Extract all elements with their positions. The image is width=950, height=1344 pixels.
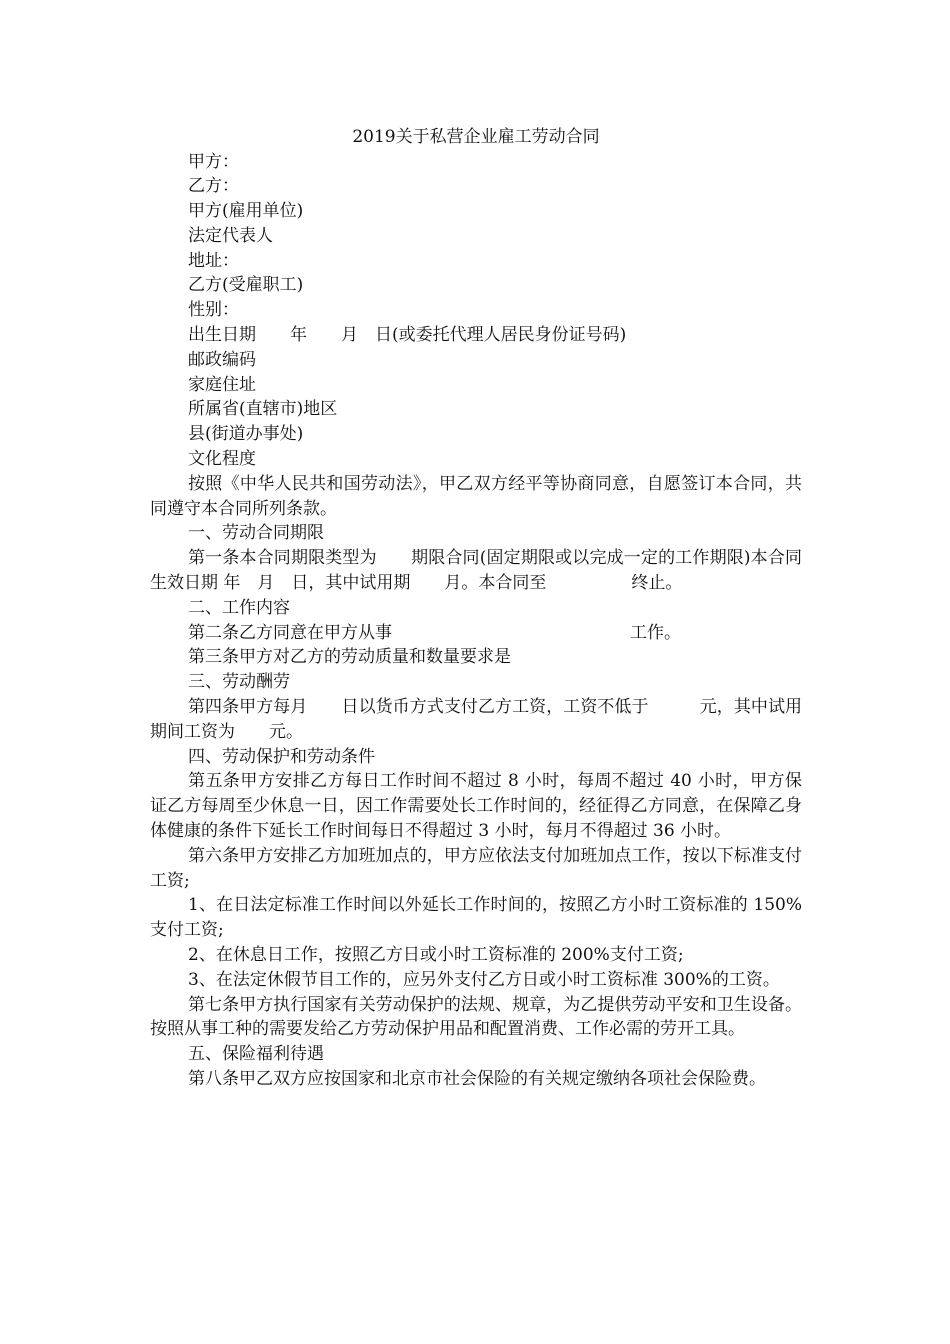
section-heading: 五、保险福利待遇 [188,1044,324,1065]
party-a-line: 甲方： [188,151,239,172]
document-title: 2019关于私营企业雇工劳动合同 [352,127,600,147]
education-line: 文化程度 [188,449,256,470]
county-line: 县(街道办事处) [188,424,304,445]
list-item: 3、在法定休假节目工作的，应另外支付乙方日或小时工资标准 300%的工资。 [188,969,780,990]
birth-date-line: 出生日期 年 月 日(或委托代理人居民身份证号码) [188,325,627,346]
article-paragraph: 第一条本合同期限类型为 期限合同(固定期限或以完成一定的工作期限)本合同生效日期 年 月 日，其中试用期 月。本合同至 终止。 [150,548,802,594]
article-paragraph: 第三条甲方对乙方的劳动质量和数量要求是 [188,647,511,668]
section-heading: 三、劳动酬劳 [188,672,290,693]
list-item: 2、在休息日工作，按照乙方日或小时工资标准的 200%支付工资; [188,945,684,965]
employer-line: 甲方(雇用单位) [188,201,304,222]
postal-code-line: 邮政编码 [188,349,256,370]
home-address-line: 家庭住址 [188,374,256,395]
article-paragraph: 第四条甲方每月 日以货币方式支付乙方工资，工资不低于 元，其中试用期间工资为 元。 [150,697,802,742]
list-item: 1、在日法定标准工作时间以外延长工作时间的，按照乙方小时工资标准的 150%支付工资; [150,895,802,941]
section-heading: 二、工作内容 [188,597,290,618]
legal-representative-line: 法定代表人 [188,225,273,246]
section-heading: 一、劳动合同期限 [188,523,324,544]
province-line: 所属省(直辖市)地区 [188,399,338,420]
party-b-line: 乙方： [188,176,239,197]
section-heading: 四、劳动保护和劳动条件 [188,746,375,767]
article-paragraph: 第二条乙方同意在甲方从事 工作。 [188,622,681,643]
gender-line: 性别： [188,300,239,321]
address-line: 地址： [188,250,239,271]
article-paragraph: 第五条甲方安排乙方每日工作时间不超过 8 小时，每周不超过 40 小时，甲方保证乙方每周至少休息一日，因工作需要处长工作时间的，经征得乙方同意，在保障乙身体健康的条件下延长工作时间每日不得超过 3 小时，每月不得超过 36 小时。 [150,771,802,842]
article-paragraph: 第七条甲方执行国家有关劳动保护的法规、规章，为乙提供劳动平安和卫生设备。按照从事工种的需要发给乙方劳动保护用品和配置消费、工作必需的劳开工具。 [150,994,802,1040]
preamble-paragraph: 按照《中华人民共和国劳动法》，甲乙双方经平等协商同意，自愿签订本合同，共同遵守本合同所列条款。 [150,473,802,519]
employee-line: 乙方(受雇职工) [188,275,304,296]
article-paragraph: 第六条甲方安排乙方加班加点的，甲方应依法支付加班加点工作，按以下标准支付工资; [150,845,802,891]
contract-page [150,125,802,1092]
article-paragraph: 第八条甲乙双方应按国家和北京市社会保险的有关规定缴纳各项社会保险费。 [188,1068,766,1089]
